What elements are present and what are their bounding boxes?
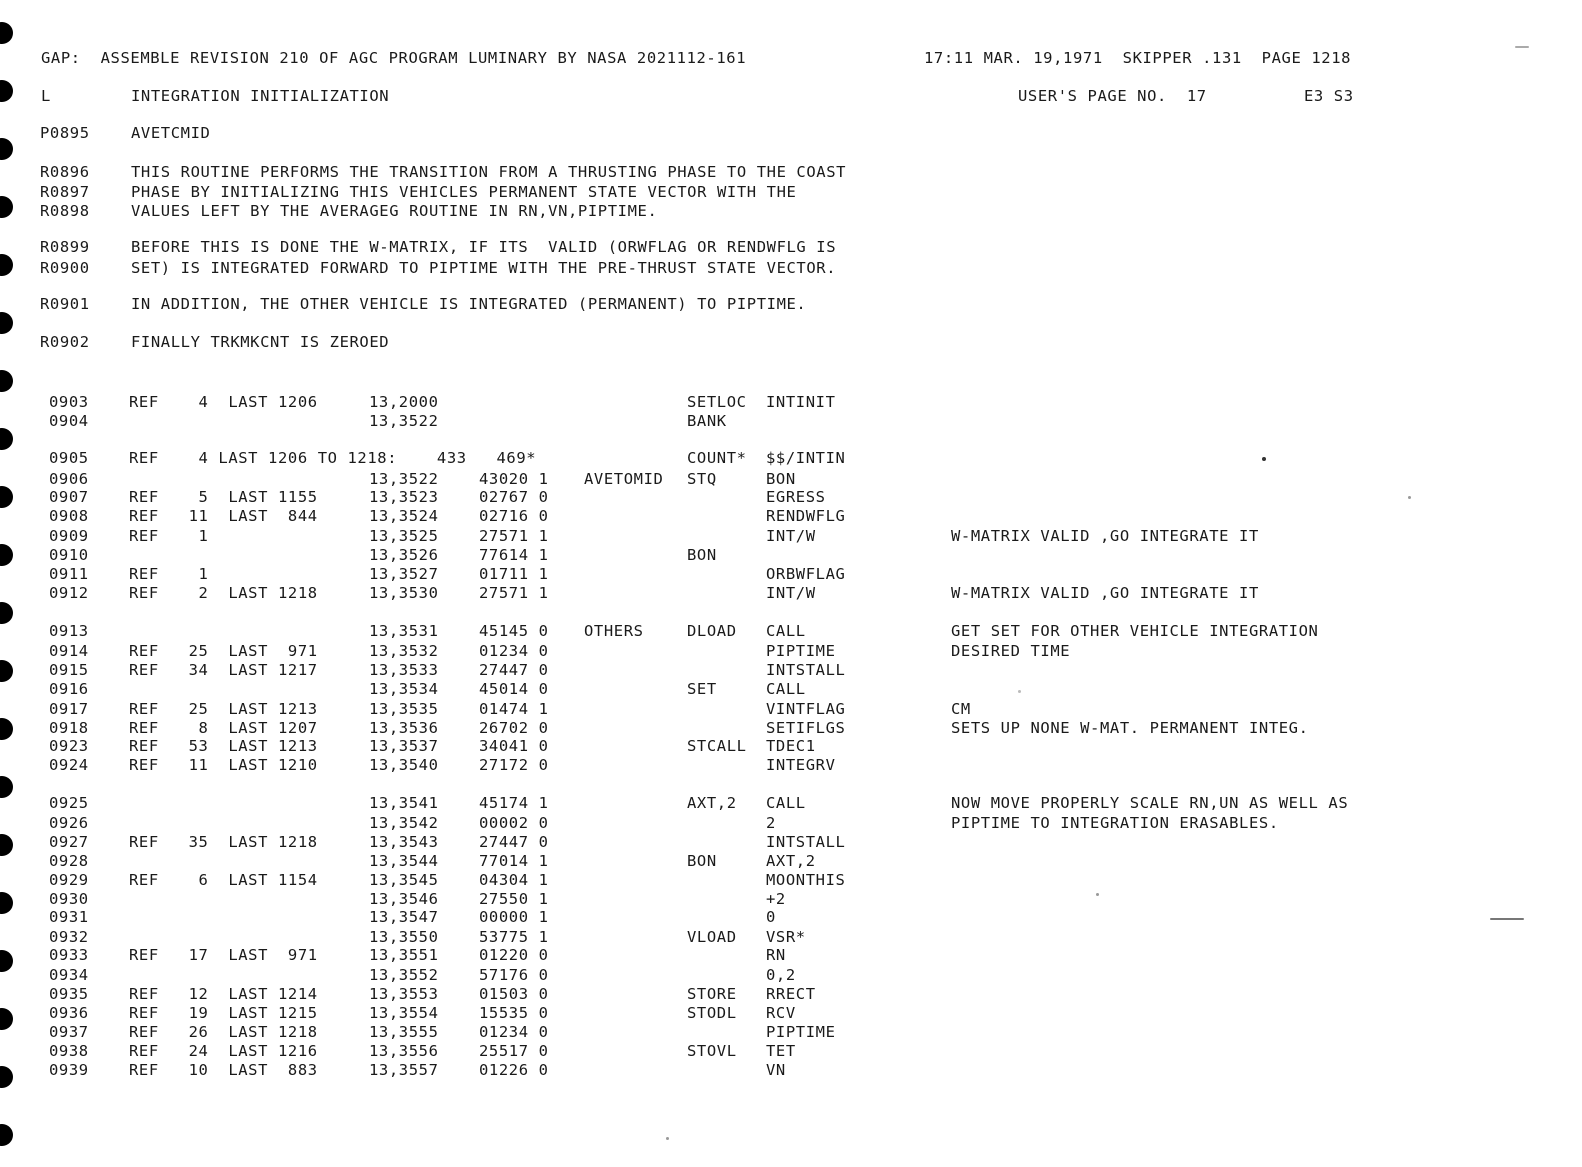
margin-hole xyxy=(0,718,13,740)
octal-word: 15535 0 xyxy=(479,1004,549,1022)
line-number: 0904 xyxy=(49,412,89,430)
address: 13,3551 xyxy=(369,946,439,964)
octal-word: 27447 0 xyxy=(479,661,549,679)
address: 13,3531 xyxy=(369,622,439,640)
line-number: 0903 xyxy=(49,393,89,411)
address: 13,3543 xyxy=(369,833,439,851)
ref-column: REF 6 LAST 1154 xyxy=(129,871,318,889)
margin-hole xyxy=(0,1124,13,1146)
margin-hole xyxy=(0,834,13,856)
remark-number: R0902 xyxy=(40,333,90,351)
margin-hole xyxy=(0,776,13,798)
line-number: 0925 xyxy=(49,794,89,812)
paper-speck xyxy=(1018,690,1021,693)
margin-hole xyxy=(0,660,13,682)
line-number: 0927 xyxy=(49,833,89,851)
operand: INTSTALL xyxy=(766,833,846,851)
line-number: 0923 xyxy=(49,737,89,755)
header-date-page: 17:11 MAR. 19,1971 SKIPPER .131 PAGE 1218 xyxy=(924,49,1352,67)
address: 13,3533 xyxy=(369,661,439,679)
remark-number: R0897 xyxy=(40,183,90,201)
line-number: 0915 xyxy=(49,661,89,679)
ref-column: REF 2 LAST 1218 xyxy=(129,584,318,602)
operand: MOONTHIS xyxy=(766,871,846,889)
remark-text: AVETCMID xyxy=(131,124,211,142)
line-number: 0934 xyxy=(49,966,89,984)
operand: RCV xyxy=(766,1004,796,1022)
address: 13,3537 xyxy=(369,737,439,755)
opcode: SETLOC xyxy=(687,393,747,411)
ref-column: REF 34 LAST 1217 xyxy=(129,661,318,679)
operand: EGRESS xyxy=(766,488,826,506)
line-number: 0930 xyxy=(49,890,89,908)
ref-column: REF 11 LAST 844 xyxy=(129,507,318,525)
remark-text: IN ADDITION, THE OTHER VEHICLE IS INTEGRATED (PERMANENT) TO PIPTIME. xyxy=(131,295,807,313)
opcode: AXT,2 xyxy=(687,794,737,812)
operand: CALL xyxy=(766,680,806,698)
octal-word: 45174 1 xyxy=(479,794,549,812)
address: 13,3541 xyxy=(369,794,439,812)
line-number: 0912 xyxy=(49,584,89,602)
address: 13,3522 xyxy=(369,470,439,488)
octal-word: 01220 0 xyxy=(479,946,549,964)
ref-column: REF 4 LAST 1206 xyxy=(129,393,318,411)
comment: CM xyxy=(951,700,971,718)
margin-hole xyxy=(0,196,13,218)
label: OTHERS xyxy=(584,622,644,640)
operand: RENDWFLG xyxy=(766,507,846,525)
line-number: 0913 xyxy=(49,622,89,640)
ref-column: REF 53 LAST 1213 xyxy=(129,737,318,755)
remark-number: R0899 xyxy=(40,238,90,256)
comment: NOW MOVE PROPERLY SCALE RN,UN AS WELL AS xyxy=(951,794,1349,812)
address: 13,3523 xyxy=(369,488,439,506)
remark-text: THIS ROUTINE PERFORMS THE TRANSITION FROM A THRUSTING PHASE TO THE COAST xyxy=(131,163,847,181)
address: 13,2000 xyxy=(369,393,439,411)
line-number: 0937 xyxy=(49,1023,89,1041)
octal-word: 34041 0 xyxy=(479,737,549,755)
opcode: BON xyxy=(687,852,717,870)
line-number: 0932 xyxy=(49,928,89,946)
operand: VINTFLAG xyxy=(766,700,846,718)
octal-word: 27447 0 xyxy=(479,833,549,851)
line-number: 0936 xyxy=(49,1004,89,1022)
margin-hole xyxy=(0,544,13,566)
margin-hole xyxy=(0,370,13,392)
line-number: 0909 xyxy=(49,527,89,545)
octal-word: 00000 1 xyxy=(479,908,549,926)
operand: SETIFLGS xyxy=(766,719,846,737)
ref-column: REF 26 LAST 1218 xyxy=(129,1023,318,1041)
remark-text: BEFORE THIS IS DONE THE W-MATRIX, IF ITS VALID (ORWFLAG OR RENDWFLG IS xyxy=(131,238,837,256)
octal-word: 01503 0 xyxy=(479,985,549,1003)
line-number: 0926 xyxy=(49,814,89,832)
ref-column: REF 8 LAST 1207 xyxy=(129,719,318,737)
address: 13,3525 xyxy=(369,527,439,545)
comment: SETS UP NONE W-MAT. PERMANENT INTEG. xyxy=(951,719,1309,737)
operand: INT/W xyxy=(766,584,816,602)
line-number: 0928 xyxy=(49,852,89,870)
octal-word: 53775 1 xyxy=(479,928,549,946)
ref-column: REF 25 LAST 1213 xyxy=(129,700,318,718)
octal-word: 45014 0 xyxy=(479,680,549,698)
users-page-code: E3 S3 xyxy=(1304,87,1354,105)
address: 13,3530 xyxy=(369,584,439,602)
operand: PIPTIME xyxy=(766,642,836,660)
address: 13,3532 xyxy=(369,642,439,660)
octal-word: 25517 0 xyxy=(479,1042,549,1060)
address: 13,3550 xyxy=(369,928,439,946)
ref-column: REF 4 LAST 1206 TO 1218: 433 469* xyxy=(129,449,537,467)
paper-speck xyxy=(666,1137,669,1140)
operand: RN xyxy=(766,946,786,964)
line-number: 0905 xyxy=(49,449,89,467)
octal-word: 27172 0 xyxy=(479,756,549,774)
octal-word: 43020 1 xyxy=(479,470,549,488)
operand: 0,2 xyxy=(766,966,796,984)
remark-text: FINALLY TRKMKCNT IS ZEROED xyxy=(131,333,390,351)
address: 13,3542 xyxy=(369,814,439,832)
octal-word: 01234 0 xyxy=(479,1023,549,1041)
margin-hole xyxy=(0,254,13,276)
address: 13,3524 xyxy=(369,507,439,525)
operand: CALL xyxy=(766,622,806,640)
operand: $$/INTIN xyxy=(766,449,846,467)
header-title: GAP: ASSEMBLE REVISION 210 OF AGC PROGRAM LUMINARY BY NASA 2021112-161 xyxy=(41,49,747,67)
opcode: STCALL xyxy=(687,737,747,755)
remark-number: R0900 xyxy=(40,259,90,277)
address: 13,3554 xyxy=(369,1004,439,1022)
ref-column: REF 17 LAST 971 xyxy=(129,946,318,964)
operand: PIPTIME xyxy=(766,1023,836,1041)
operand: BON xyxy=(766,470,796,488)
operand: VSR* xyxy=(766,928,806,946)
line-number: 0916 xyxy=(49,680,89,698)
section-title: INTEGRATION INITIALIZATION xyxy=(131,87,390,105)
line-number: 0939 xyxy=(49,1061,89,1079)
opcode: STODL xyxy=(687,1004,737,1022)
remark-text: PHASE BY INITIALIZING THIS VEHICLES PERMANENT STATE VECTOR WITH THE xyxy=(131,183,797,201)
address: 13,3544 xyxy=(369,852,439,870)
ref-column: REF 19 LAST 1215 xyxy=(129,1004,318,1022)
octal-word: 02716 0 xyxy=(479,507,549,525)
octal-word: 27550 1 xyxy=(479,890,549,908)
opcode: STQ xyxy=(687,470,717,488)
octal-word: 27571 1 xyxy=(479,527,549,545)
line-number: 0924 xyxy=(49,756,89,774)
octal-word: 26702 0 xyxy=(479,719,549,737)
operand: +2 xyxy=(766,890,786,908)
margin-hole xyxy=(0,312,13,334)
remark-text: VALUES LEFT BY THE AVERAGEG ROUTINE IN RN,VN,PIPTIME. xyxy=(131,202,658,220)
octal-word: 01226 0 xyxy=(479,1061,549,1079)
line-number: 0911 xyxy=(49,565,89,583)
line-number: 0933 xyxy=(49,946,89,964)
address: 13,3556 xyxy=(369,1042,439,1060)
remark-number: R0901 xyxy=(40,295,90,313)
address: 13,3536 xyxy=(369,719,439,737)
line-number: 0907 xyxy=(49,488,89,506)
margin-hole xyxy=(0,486,13,508)
address: 13,3535 xyxy=(369,700,439,718)
address: 13,3526 xyxy=(369,546,439,564)
octal-word: 77614 1 xyxy=(479,546,549,564)
opcode: STORE xyxy=(687,985,737,1003)
paper-speck xyxy=(1515,46,1529,48)
ref-column: REF 1 xyxy=(129,565,209,583)
octal-word: 00002 0 xyxy=(479,814,549,832)
margin-hole xyxy=(0,1008,13,1030)
users-page-number: USER'S PAGE NO. 17 xyxy=(1018,87,1207,105)
label: AVETOMID xyxy=(584,470,664,488)
octal-word: 01474 1 xyxy=(479,700,549,718)
margin-hole xyxy=(0,22,13,44)
ref-column: REF 25 LAST 971 xyxy=(129,642,318,660)
octal-word: 57176 0 xyxy=(479,966,549,984)
opcode: SET xyxy=(687,680,717,698)
ref-column: REF 24 LAST 1216 xyxy=(129,1042,318,1060)
address: 13,3540 xyxy=(369,756,439,774)
line-number: 0908 xyxy=(49,507,89,525)
ref-column: REF 35 LAST 1218 xyxy=(129,833,318,851)
octal-word: 27571 1 xyxy=(479,584,549,602)
margin-hole xyxy=(0,892,13,914)
comment: W-MATRIX VALID ,GO INTEGRATE IT xyxy=(951,527,1259,545)
address: 13,3546 xyxy=(369,890,439,908)
margin-hole xyxy=(0,1066,13,1088)
address: 13,3557 xyxy=(369,1061,439,1079)
address: 13,3547 xyxy=(369,908,439,926)
operand: 0 xyxy=(766,908,776,926)
address: 13,3534 xyxy=(369,680,439,698)
margin-hole xyxy=(0,950,13,972)
ref-column: REF 10 LAST 883 xyxy=(129,1061,318,1079)
margin-hole xyxy=(0,80,13,102)
operand: 2 xyxy=(766,814,776,832)
line-number: 0938 xyxy=(49,1042,89,1060)
comment: PIPTIME TO INTEGRATION ERASABLES. xyxy=(951,814,1279,832)
ref-column: REF 11 LAST 1210 xyxy=(129,756,318,774)
opcode: BON xyxy=(687,546,717,564)
ref-column: REF 5 LAST 1155 xyxy=(129,488,318,506)
operand: RRECT xyxy=(766,985,816,1003)
paper-speck xyxy=(1262,457,1266,461)
line-number: 0914 xyxy=(49,642,89,660)
comment: GET SET FOR OTHER VEHICLE INTEGRATION xyxy=(951,622,1319,640)
paper-speck xyxy=(1096,893,1099,896)
remark-number: R0898 xyxy=(40,202,90,220)
operand: TET xyxy=(766,1042,796,1060)
comment: DESIRED TIME xyxy=(951,642,1071,660)
opcode: DLOAD xyxy=(687,622,737,640)
remark-number: P0895 xyxy=(40,124,90,142)
opcode: BANK xyxy=(687,412,727,430)
comment: W-MATRIX VALID ,GO INTEGRATE IT xyxy=(951,584,1259,602)
margin-hole xyxy=(0,602,13,624)
paper-speck xyxy=(1408,496,1411,499)
section-tag: L xyxy=(41,87,51,105)
paper-speck xyxy=(1490,918,1524,920)
remark-number: R0896 xyxy=(40,163,90,181)
remark-text: SET) IS INTEGRATED FORWARD TO PIPTIME WITH THE PRE-THRUST STATE VECTOR. xyxy=(131,259,837,277)
opcode: VLOAD xyxy=(687,928,737,946)
operand: INTSTALL xyxy=(766,661,846,679)
line-number: 0917 xyxy=(49,700,89,718)
margin-hole xyxy=(0,138,13,160)
ref-column: REF 12 LAST 1214 xyxy=(129,985,318,1003)
operand: AXT,2 xyxy=(766,852,816,870)
operand: CALL xyxy=(766,794,806,812)
line-number: 0910 xyxy=(49,546,89,564)
address: 13,3545 xyxy=(369,871,439,889)
opcode: STOVL xyxy=(687,1042,737,1060)
margin-hole xyxy=(0,428,13,450)
opcode: COUNT* xyxy=(687,449,747,467)
operand: TDEC1 xyxy=(766,737,816,755)
octal-word: 45145 0 xyxy=(479,622,549,640)
line-number: 0918 xyxy=(49,719,89,737)
line-number: 0935 xyxy=(49,985,89,1003)
address: 13,3527 xyxy=(369,565,439,583)
octal-word: 77014 1 xyxy=(479,852,549,870)
operand: INT/W xyxy=(766,527,816,545)
operand: INTINIT xyxy=(766,393,836,411)
line-number: 0906 xyxy=(49,470,89,488)
ref-column: REF 1 xyxy=(129,527,209,545)
operand: VN xyxy=(766,1061,786,1079)
operand: ORBWFLAG xyxy=(766,565,846,583)
octal-word: 01711 1 xyxy=(479,565,549,583)
octal-word: 01234 0 xyxy=(479,642,549,660)
address: 13,3555 xyxy=(369,1023,439,1041)
octal-word: 02767 0 xyxy=(479,488,549,506)
address: 13,3553 xyxy=(369,985,439,1003)
address: 13,3552 xyxy=(369,966,439,984)
octal-word: 04304 1 xyxy=(479,871,549,889)
line-number: 0931 xyxy=(49,908,89,926)
line-number: 0929 xyxy=(49,871,89,889)
operand: INTEGRV xyxy=(766,756,836,774)
address: 13,3522 xyxy=(369,412,439,430)
